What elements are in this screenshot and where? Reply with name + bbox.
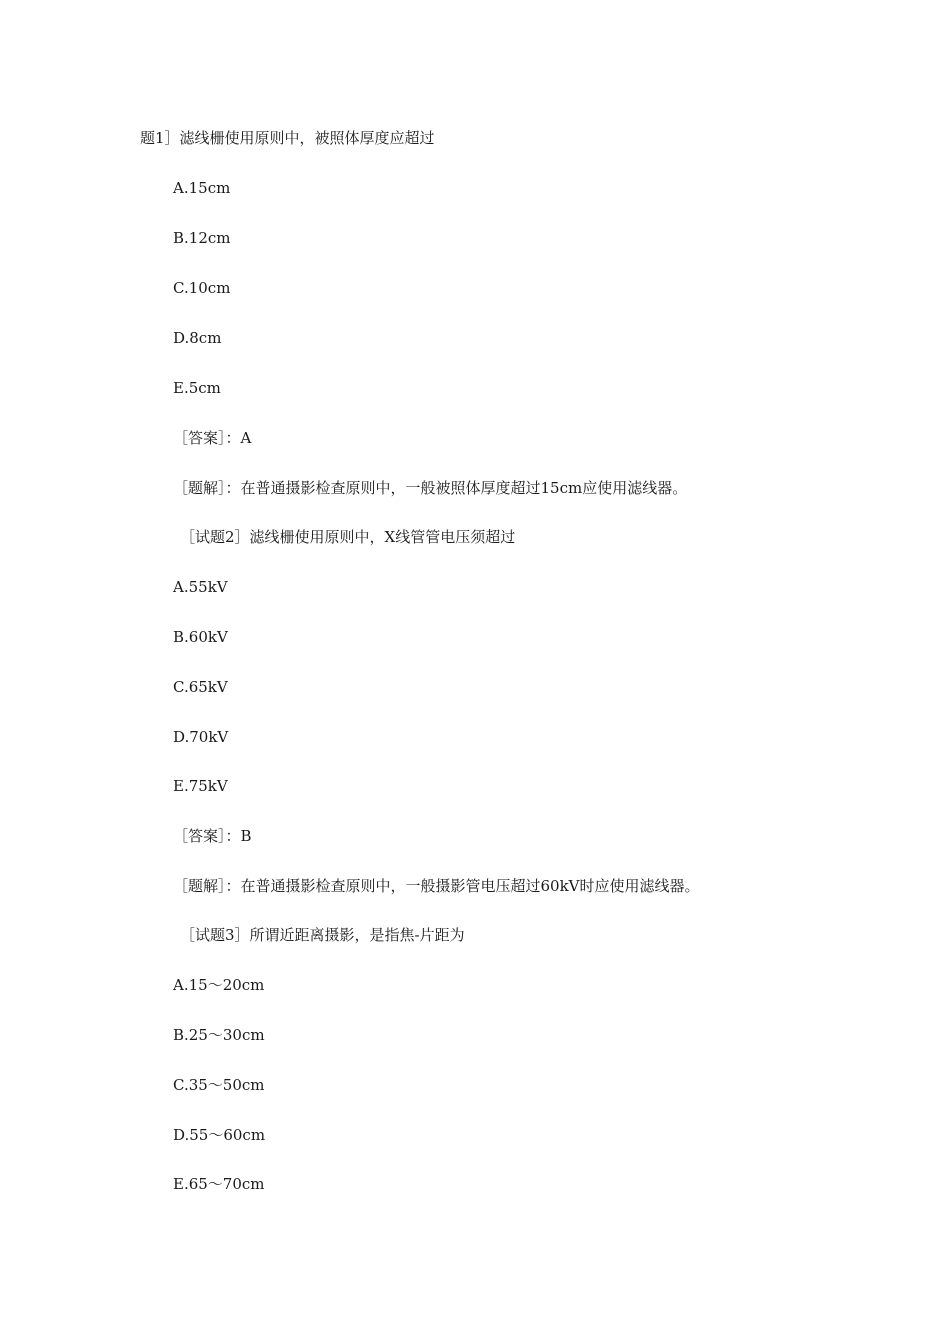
question-1-option-a: A.15cm bbox=[173, 179, 231, 197]
question-2-option-c: C.65kV bbox=[173, 678, 228, 696]
question-3-option-a: A.15～20cm bbox=[173, 976, 265, 994]
question-1-explanation: ［题解］：在普通摄影检查原则中，一般被照体厚度超过15cm应使用滤线器。 bbox=[173, 479, 688, 497]
question-2-option-b: B.60kV bbox=[173, 628, 228, 646]
question-2-option-d: D.70kV bbox=[173, 728, 229, 746]
question-3-stem: ［试题3］所谓近距离摄影，是指焦-片距为 bbox=[180, 926, 465, 944]
question-2-option-e: E.75kV bbox=[173, 777, 228, 795]
question-2-explanation: ［题解］：在普通摄影检查原则中，一般摄影管电压超过60kV时应使用滤线器。 bbox=[173, 877, 700, 895]
question-3-option-e: E.65～70cm bbox=[173, 1175, 265, 1193]
question-2-answer: ［答案］：B bbox=[173, 827, 252, 845]
question-1-option-b: B.12cm bbox=[173, 229, 231, 247]
question-3-option-c: C.35～50cm bbox=[173, 1076, 265, 1094]
question-1-answer: ［答案］：A bbox=[173, 429, 252, 447]
question-1-option-e: E.5cm bbox=[173, 379, 221, 397]
question-1-option-d: D.8cm bbox=[173, 329, 222, 347]
question-2-stem: ［试题2］滤线栅使用原则中，X线管管电压须超过 bbox=[180, 528, 516, 546]
question-3-option-d: D.55～60cm bbox=[173, 1126, 266, 1144]
question-1-stem: 题1］滤线栅使用原则中，被照体厚度应超过 bbox=[140, 129, 435, 147]
question-3-option-b: B.25～30cm bbox=[173, 1026, 265, 1044]
question-1-option-c: C.10cm bbox=[173, 279, 231, 297]
question-2-option-a: A.55kV bbox=[173, 578, 228, 596]
